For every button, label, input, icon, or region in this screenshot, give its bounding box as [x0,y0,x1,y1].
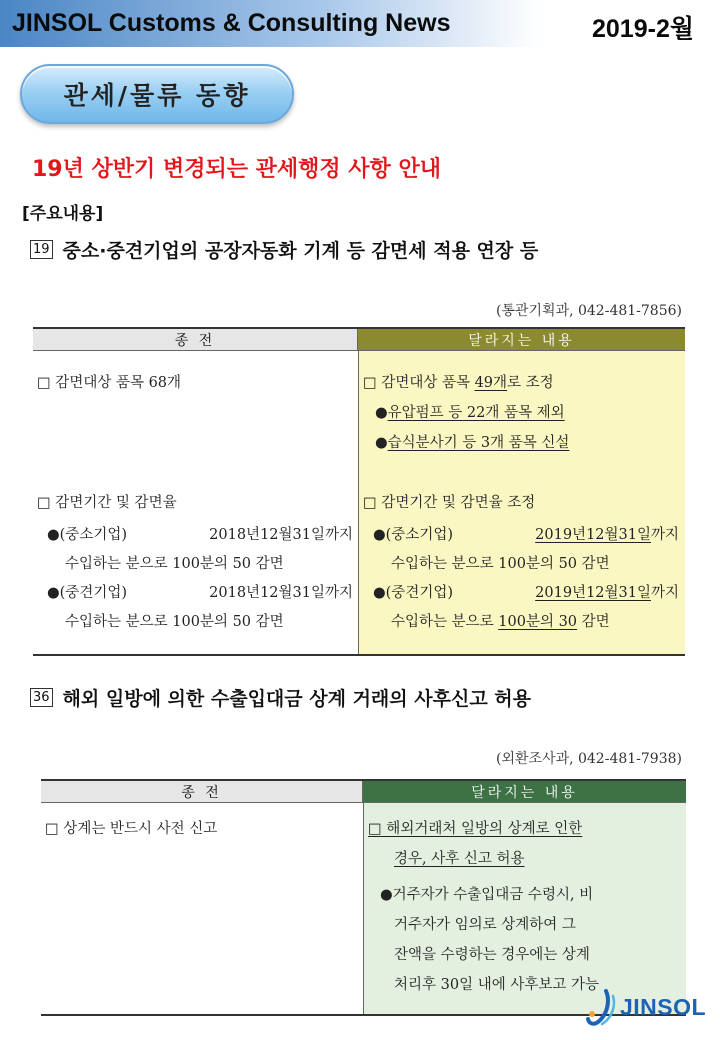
jinsol-swoosh-icon [586,988,620,1026]
main-content-label: [주요내용] [22,204,104,224]
list-item: 처리후 30일 내에 사후보고 가능 [394,977,599,993]
list-item: ●습식분사기 등 3개 품목 신설 [375,435,570,451]
changed-value: 경우, 사후 신고 허용 [394,851,525,867]
list-item: ●(중소기업) 2019년12월31일까지 [373,527,679,543]
comparison-table [41,779,686,1016]
column-after [363,803,686,1014]
issue-date: 2019-2월 [592,15,694,43]
contact-info: (통관기획과, 042-481-7856) [496,303,682,319]
column-after [358,351,685,654]
list-item: □ 상계는 반드시 사전 신고 [45,821,218,837]
list-item: □ 감면기간 및 감면율 [37,495,177,511]
column-header-after: 달라지는 내용 [363,781,686,802]
list-item-value: 2018년12월31일까지 [209,527,353,543]
list-item: □ 감면기간 및 감면율 조정 [363,495,536,511]
list-item-label: ●(중소기업) [47,527,127,543]
column-header-before: 종 전 [33,329,358,350]
changed-value: 유압펌프 등 22개 품목 제외 [387,405,565,421]
column-header-after: 달라지는 내용 [358,329,685,350]
list-item-value: 2018년12월31일까지 [209,585,353,601]
list-item: 수입하는 분으로 100분의 50 감면 [391,556,610,572]
column-header-before: 종 전 [41,781,363,802]
table-header [41,779,686,803]
section-title [30,236,538,263]
list-item: 수입하는 분으로 100분의 30 감면 [391,614,610,630]
changed-value: 2019년12월31일 [535,527,651,543]
section-title [30,684,531,711]
contact-info: (외환조사과, 042-481-7938) [496,751,682,767]
column-before [33,351,358,654]
list-item [394,847,525,868]
section-number: 19 [30,240,53,259]
section-title-text: 중소·중견기업의 공장자동화 기계 등 감면세 적용 연장 등 [62,240,539,262]
table-header [33,327,685,351]
list-item [368,817,582,838]
comparison-table [33,327,685,656]
list-item: 수입하는 분으로 100분의 50 감면 [65,556,284,572]
changed-value: 2019년12월31일 [535,585,651,601]
list-item: 잔액을 수령하는 경우에는 상계 [394,947,590,963]
section-number: 36 [30,688,53,707]
list-item: □ 감면대상 품목 49개로 조정 [363,375,554,391]
header-bar [0,0,720,47]
list-item: □ 감면대상 품목 68개 [37,375,182,391]
list-item: ●거주자가 수출입대금 수령시, 비 [380,887,594,903]
changed-value: 49개 [474,375,508,391]
changed-value: □ 해외거래처 일방의 상계로 인한 [368,821,583,837]
article-headline: 19년 상반기 변경되는 관세행정 사항 안내 [32,157,441,182]
logo-text: JINSOL [620,994,707,1020]
category-badge: 관세/물류 동향 [20,64,294,124]
list-item: ●(중견기업) 2019년12월31일까지 [373,585,679,601]
changed-value: 습식분사기 등 3개 품목 신설 [387,435,570,451]
table-body [41,803,686,1014]
table-body [33,351,685,654]
section-title-text: 해외 일방에 의한 수출입대금 상계 거래의 사후신고 허용 [62,688,531,710]
list-item [47,581,353,602]
list-item-label: ●(중견기업) [47,585,127,601]
jinsol-logo [584,986,714,1030]
column-before [41,803,363,1014]
list-item: 거주자가 임의로 상계하여 그 [394,917,576,933]
list-item: 수입하는 분으로 100분의 50 감면 [65,614,284,630]
list-item [47,523,353,544]
newsletter-title: JINSOL Customs & Consulting News [12,9,451,37]
list-item: ●유압펌프 등 22개 품목 제외 [375,405,565,421]
changed-value: 100분의 30 [498,614,578,630]
